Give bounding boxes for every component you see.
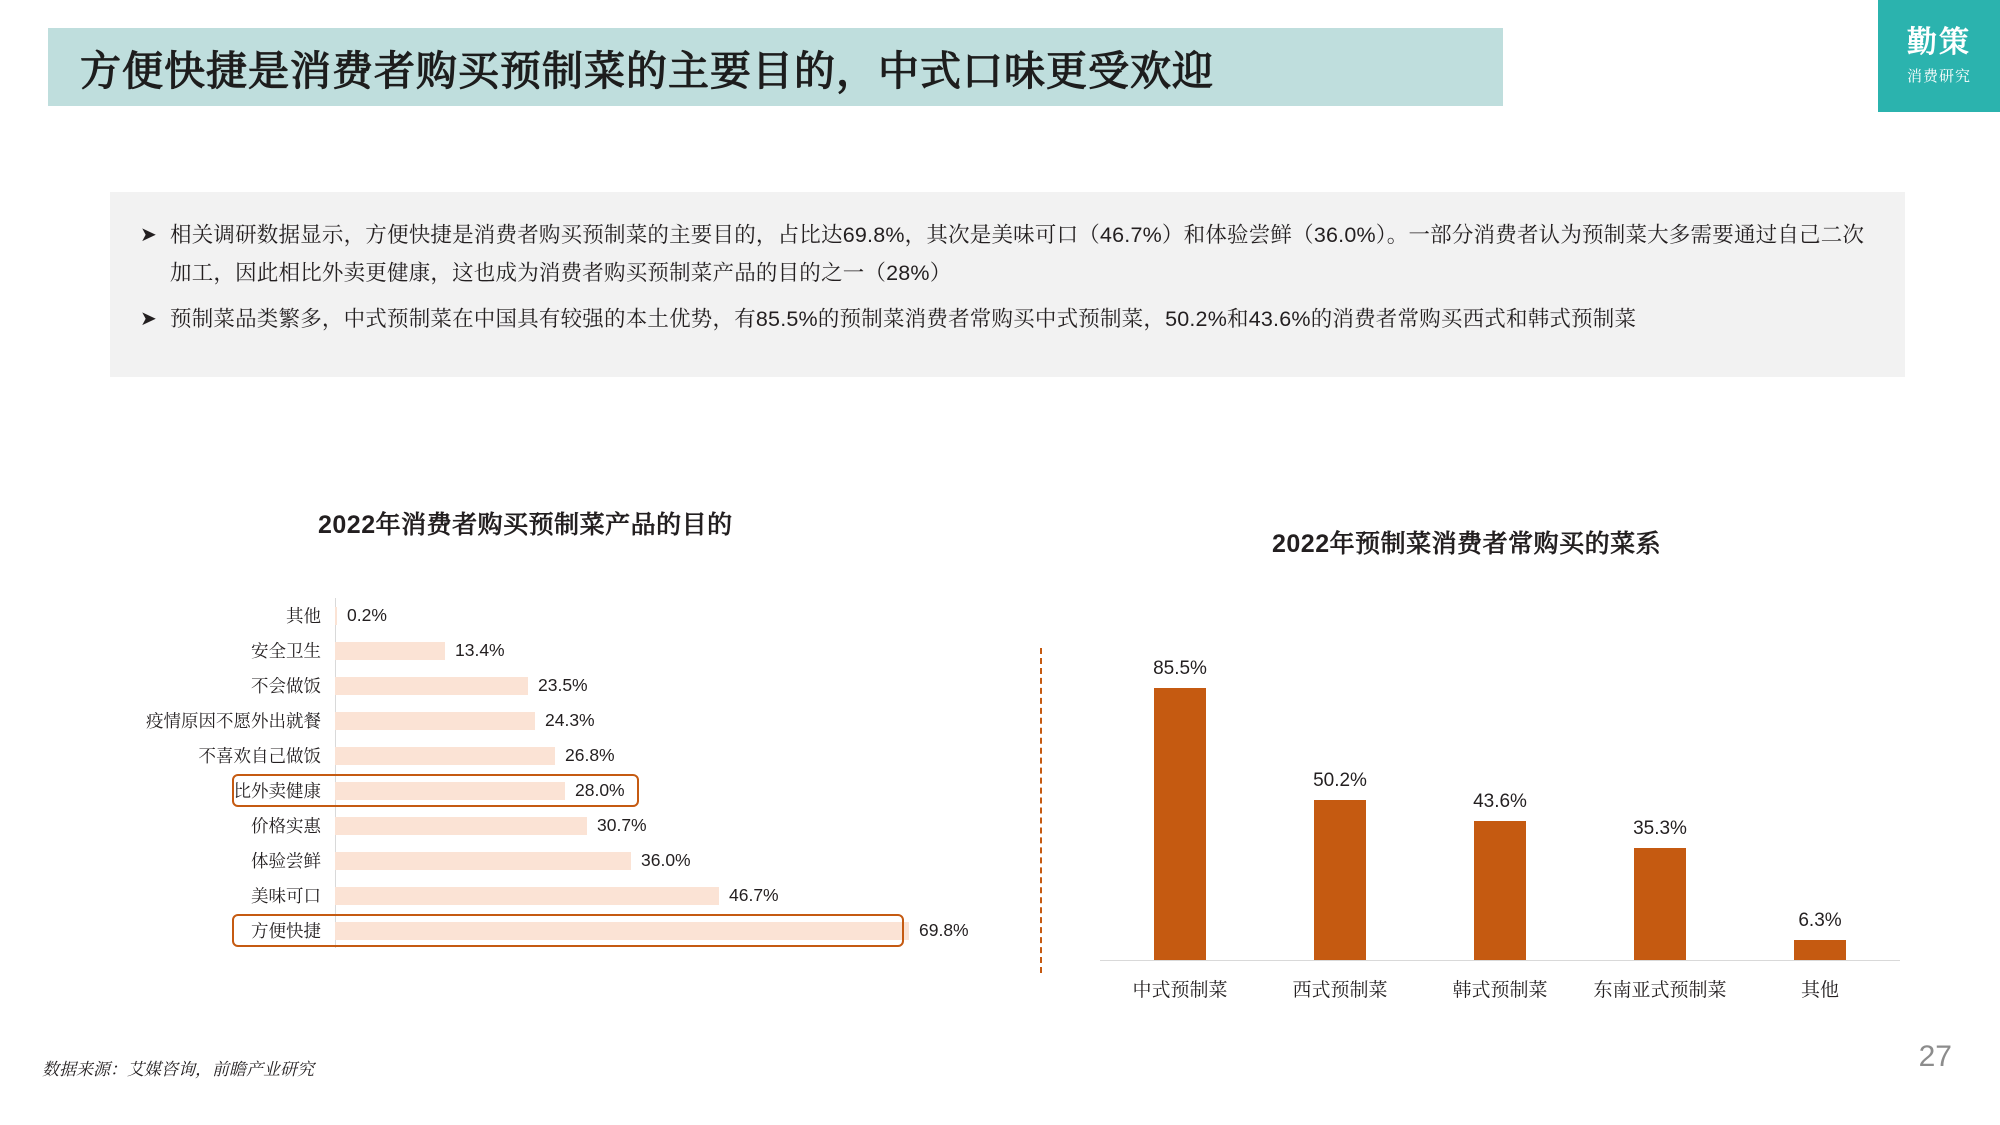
vbar-plot-area [1100,610,1900,961]
bullet-arrow-icon: ➤ [140,308,157,330]
hbar-fill [335,712,535,730]
summary-box [110,192,1905,377]
vbar-category-label: 其他 [1800,980,1839,1001]
slide-title-band [48,28,1503,106]
hbar-value-label: 28.0% [575,780,625,800]
page-title: 方便快捷是消费者购买预制菜的主要目的，中式口味更受欢迎 [80,47,1214,94]
hbar-value-label: 23.5% [538,675,588,695]
vbar-category-label: 东南亚式预制菜 [1593,980,1727,1001]
vbar-value-label: 43.6% [1473,791,1527,812]
logo-sub-text: 消费研究 [1906,68,1971,85]
hbar-track [335,738,980,773]
hbar-value-label: 26.8% [565,745,615,765]
summary-bullet-1-text: 相关调研数据显示，方便快捷是消费者购买预制菜的主要目的，占比达69.8%，其次是美味可口（46.7%）和体验尝鲜（36.0%）。一部分消费者认为预制菜大多需要通过自己二次加工，因此相比外卖更健康，这也成为消费者购买预制菜产品的目的之一（28%） [170,223,1865,285]
hbar-category-label: 美味可口 [251,886,321,906]
hbar-category-label: 不喜欢自己做饭 [198,746,321,766]
hbar-row-highlighted [120,913,980,948]
vbar-fill [1314,800,1366,960]
horizontal-bar-chart [120,598,980,948]
hbar-track [335,773,980,808]
hbar-row [120,843,980,878]
hbar-value-label: 36.0% [641,850,691,870]
hbar-value-label: 46.7% [729,885,779,905]
hbar-row [120,703,980,738]
hbar-track [335,808,980,843]
hbar-fill [335,747,555,765]
vbar-fill [1474,821,1526,960]
left-chart-title: 2022年消费者购买预制菜产品的目的 [318,511,733,539]
source-note: 数据来源：艾媒咨询，前瞻产业研究 [42,1060,314,1079]
hbar-fill [335,782,565,800]
hbar-fill [335,642,445,660]
vbar-category-label: 韩式预制菜 [1452,980,1548,1001]
hbar-fill [335,677,528,695]
hbar-fill [335,922,909,940]
vbar-column [1590,610,1730,960]
hbar-fill [335,887,719,905]
summary-bullet-1 [140,216,1875,292]
vbar-fill [1794,940,1846,960]
hbar-category-label: 价格实惠 [251,816,321,836]
hbar-value-label: 24.3% [545,710,595,730]
hbar-row [120,668,980,703]
hbar-track [335,878,980,913]
hbar-value-label: 0.2% [347,605,387,625]
brand-logo [1878,0,2000,112]
hbar-category-label: 比外卖健康 [233,781,321,801]
right-chart-title: 2022年预制菜消费者常购买的菜系 [1272,530,1662,558]
hbar-row-highlighted [120,773,980,808]
vbar-category-label: 西式预制菜 [1292,980,1388,1001]
hbar-value-label: 30.7% [597,815,647,835]
vbar-fill [1154,688,1206,960]
vbar-column [1430,610,1570,960]
hbar-row [120,598,980,633]
vbar-value-label: 50.2% [1313,770,1367,791]
summary-bullet-2 [140,300,1875,338]
hbar-track [335,843,980,878]
hbar-category-label: 其他 [286,606,321,626]
vbar-value-label: 85.5% [1153,658,1207,679]
hbar-row [120,808,980,843]
hbar-track [335,668,980,703]
logo-main-text: 勤策 [1907,26,1971,59]
hbar-category-label: 体验尝鲜 [251,851,321,871]
hbar-category-label: 方便快捷 [251,921,321,941]
vbar-column [1110,610,1250,960]
hbar-track [335,703,980,738]
page-number: 27 [1918,1040,1952,1073]
bullet-arrow-icon: ➤ [140,224,157,246]
hbar-value-label: 13.4% [455,640,505,660]
hbar-track [335,598,980,633]
section-divider [1040,648,1042,973]
hbar-category-label: 不会做饭 [251,676,321,696]
hbar-fill [335,607,337,625]
vbar-category-label: 中式预制菜 [1132,980,1228,1001]
hbar-row [120,633,980,668]
hbar-track [335,913,980,948]
vbar-fill [1634,848,1686,960]
hbar-row [120,738,980,773]
summary-bullet-2-text: 预制菜品类繁多，中式预制菜在中国具有较强的本土优势，有85.5%的预制菜消费者常购买中式预制菜，50.2%和43.6%的消费者常购买西式和韩式预制菜 [170,307,1637,331]
vertical-bar-chart [1100,610,1900,1000]
hbar-track [335,633,980,668]
vbar-column [1270,610,1410,960]
hbar-category-label: 疫情原因不愿外出就餐 [146,711,321,731]
vbar-column [1750,610,1890,960]
hbar-value-label: 69.8% [919,920,969,940]
hbar-category-label: 安全卫生 [251,641,321,661]
vbar-category-axis [1100,961,1900,1002]
hbar-fill [335,852,631,870]
hbar-row [120,878,980,913]
vbar-value-label: 35.3% [1633,818,1687,839]
hbar-fill [335,817,587,835]
vbar-value-label: 6.3% [1798,910,1842,931]
